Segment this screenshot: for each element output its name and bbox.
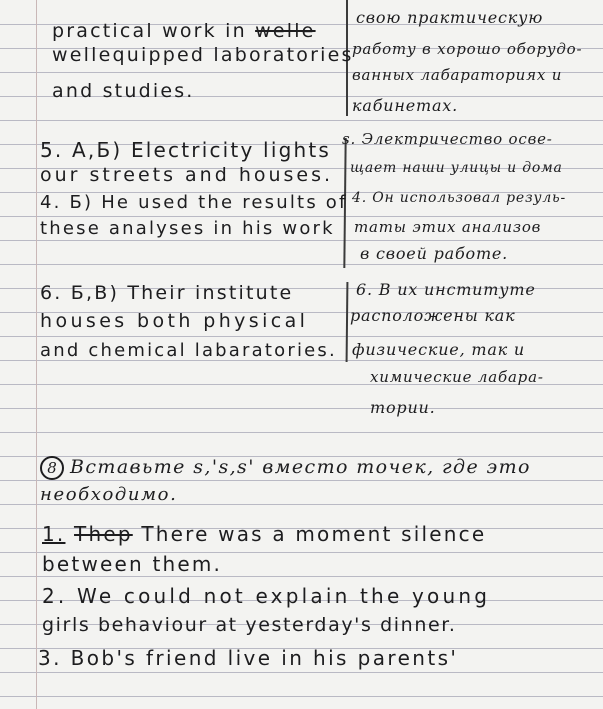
ruled-line: [0, 120, 603, 121]
ruled-line: [0, 264, 603, 265]
struck-text: welle: [255, 20, 316, 42]
ruled-line: [0, 576, 603, 577]
right-line: физические, так и: [352, 340, 525, 359]
right-line: щает наши улицы и дома: [350, 160, 563, 176]
right-line: кабинетах.: [352, 96, 458, 115]
ruled-line: [0, 216, 603, 217]
sentence-1-continued: between them.: [42, 552, 223, 576]
right-line: таты этих анализов: [354, 218, 542, 236]
item-6-line: houses both physical: [40, 310, 309, 332]
task-8-heading: [40, 456, 531, 480]
ruled-line: [0, 408, 603, 409]
ruled-line: [0, 672, 603, 673]
text-line: practical work in: [52, 20, 247, 42]
right-line: ванных лабараториях и: [352, 66, 563, 84]
task-title: Вставьте s,'s,s' вместо точек, где это: [70, 456, 531, 478]
right-line: 6. В их институте: [356, 280, 536, 299]
right-line: расположены как: [350, 306, 516, 325]
ruled-line: [0, 240, 603, 241]
right-line: химические лабара-: [370, 368, 544, 386]
ruled-line: [0, 336, 603, 337]
left-line: wellequipped laboratories: [52, 44, 354, 66]
right-line: 4. Он использовал резуль-: [352, 190, 566, 206]
column-divider: [346, 282, 349, 362]
task-title-continued: необходимо.: [40, 484, 178, 505]
struck-text: Thep: [74, 522, 133, 546]
item-6-line: 6. Б,В) Their institute: [40, 282, 294, 304]
right-line: работу в хорошо оборудо-: [352, 40, 583, 58]
task-number-badge: 8: [40, 456, 64, 480]
right-line: s. Электричество осве-: [342, 130, 553, 148]
item-5-line: 5. А,Б) Electricity lights: [40, 138, 332, 162]
right-line: тории.: [370, 398, 436, 417]
ruled-line: [0, 480, 603, 481]
left-line: and studies.: [52, 80, 195, 102]
sentence-1: [42, 522, 486, 546]
right-line: свою практическую: [356, 8, 544, 27]
left-line: [52, 20, 316, 42]
margin-line: [36, 0, 37, 709]
ruled-line: [0, 696, 603, 697]
sentence-3: 3. Bob's friend live in his parents': [38, 646, 459, 670]
item-5-line: our streets and houses.: [40, 164, 334, 186]
sentence-text: There was a moment silence: [141, 522, 487, 546]
item-4-line: these analyses in his work: [40, 218, 335, 239]
ruled-line: [0, 432, 603, 433]
item-4-line: 4. Б) He used the results of: [40, 192, 348, 213]
item-6-line: and chemical labaratories.: [40, 340, 337, 361]
right-line: в своей работе.: [360, 244, 509, 263]
sentence-2: 2. We could not explain the young: [42, 584, 491, 608]
sentence-2-continued: girls behaviour at yesterday's dinner.: [42, 614, 457, 636]
sentence-number: 1.: [42, 522, 66, 546]
